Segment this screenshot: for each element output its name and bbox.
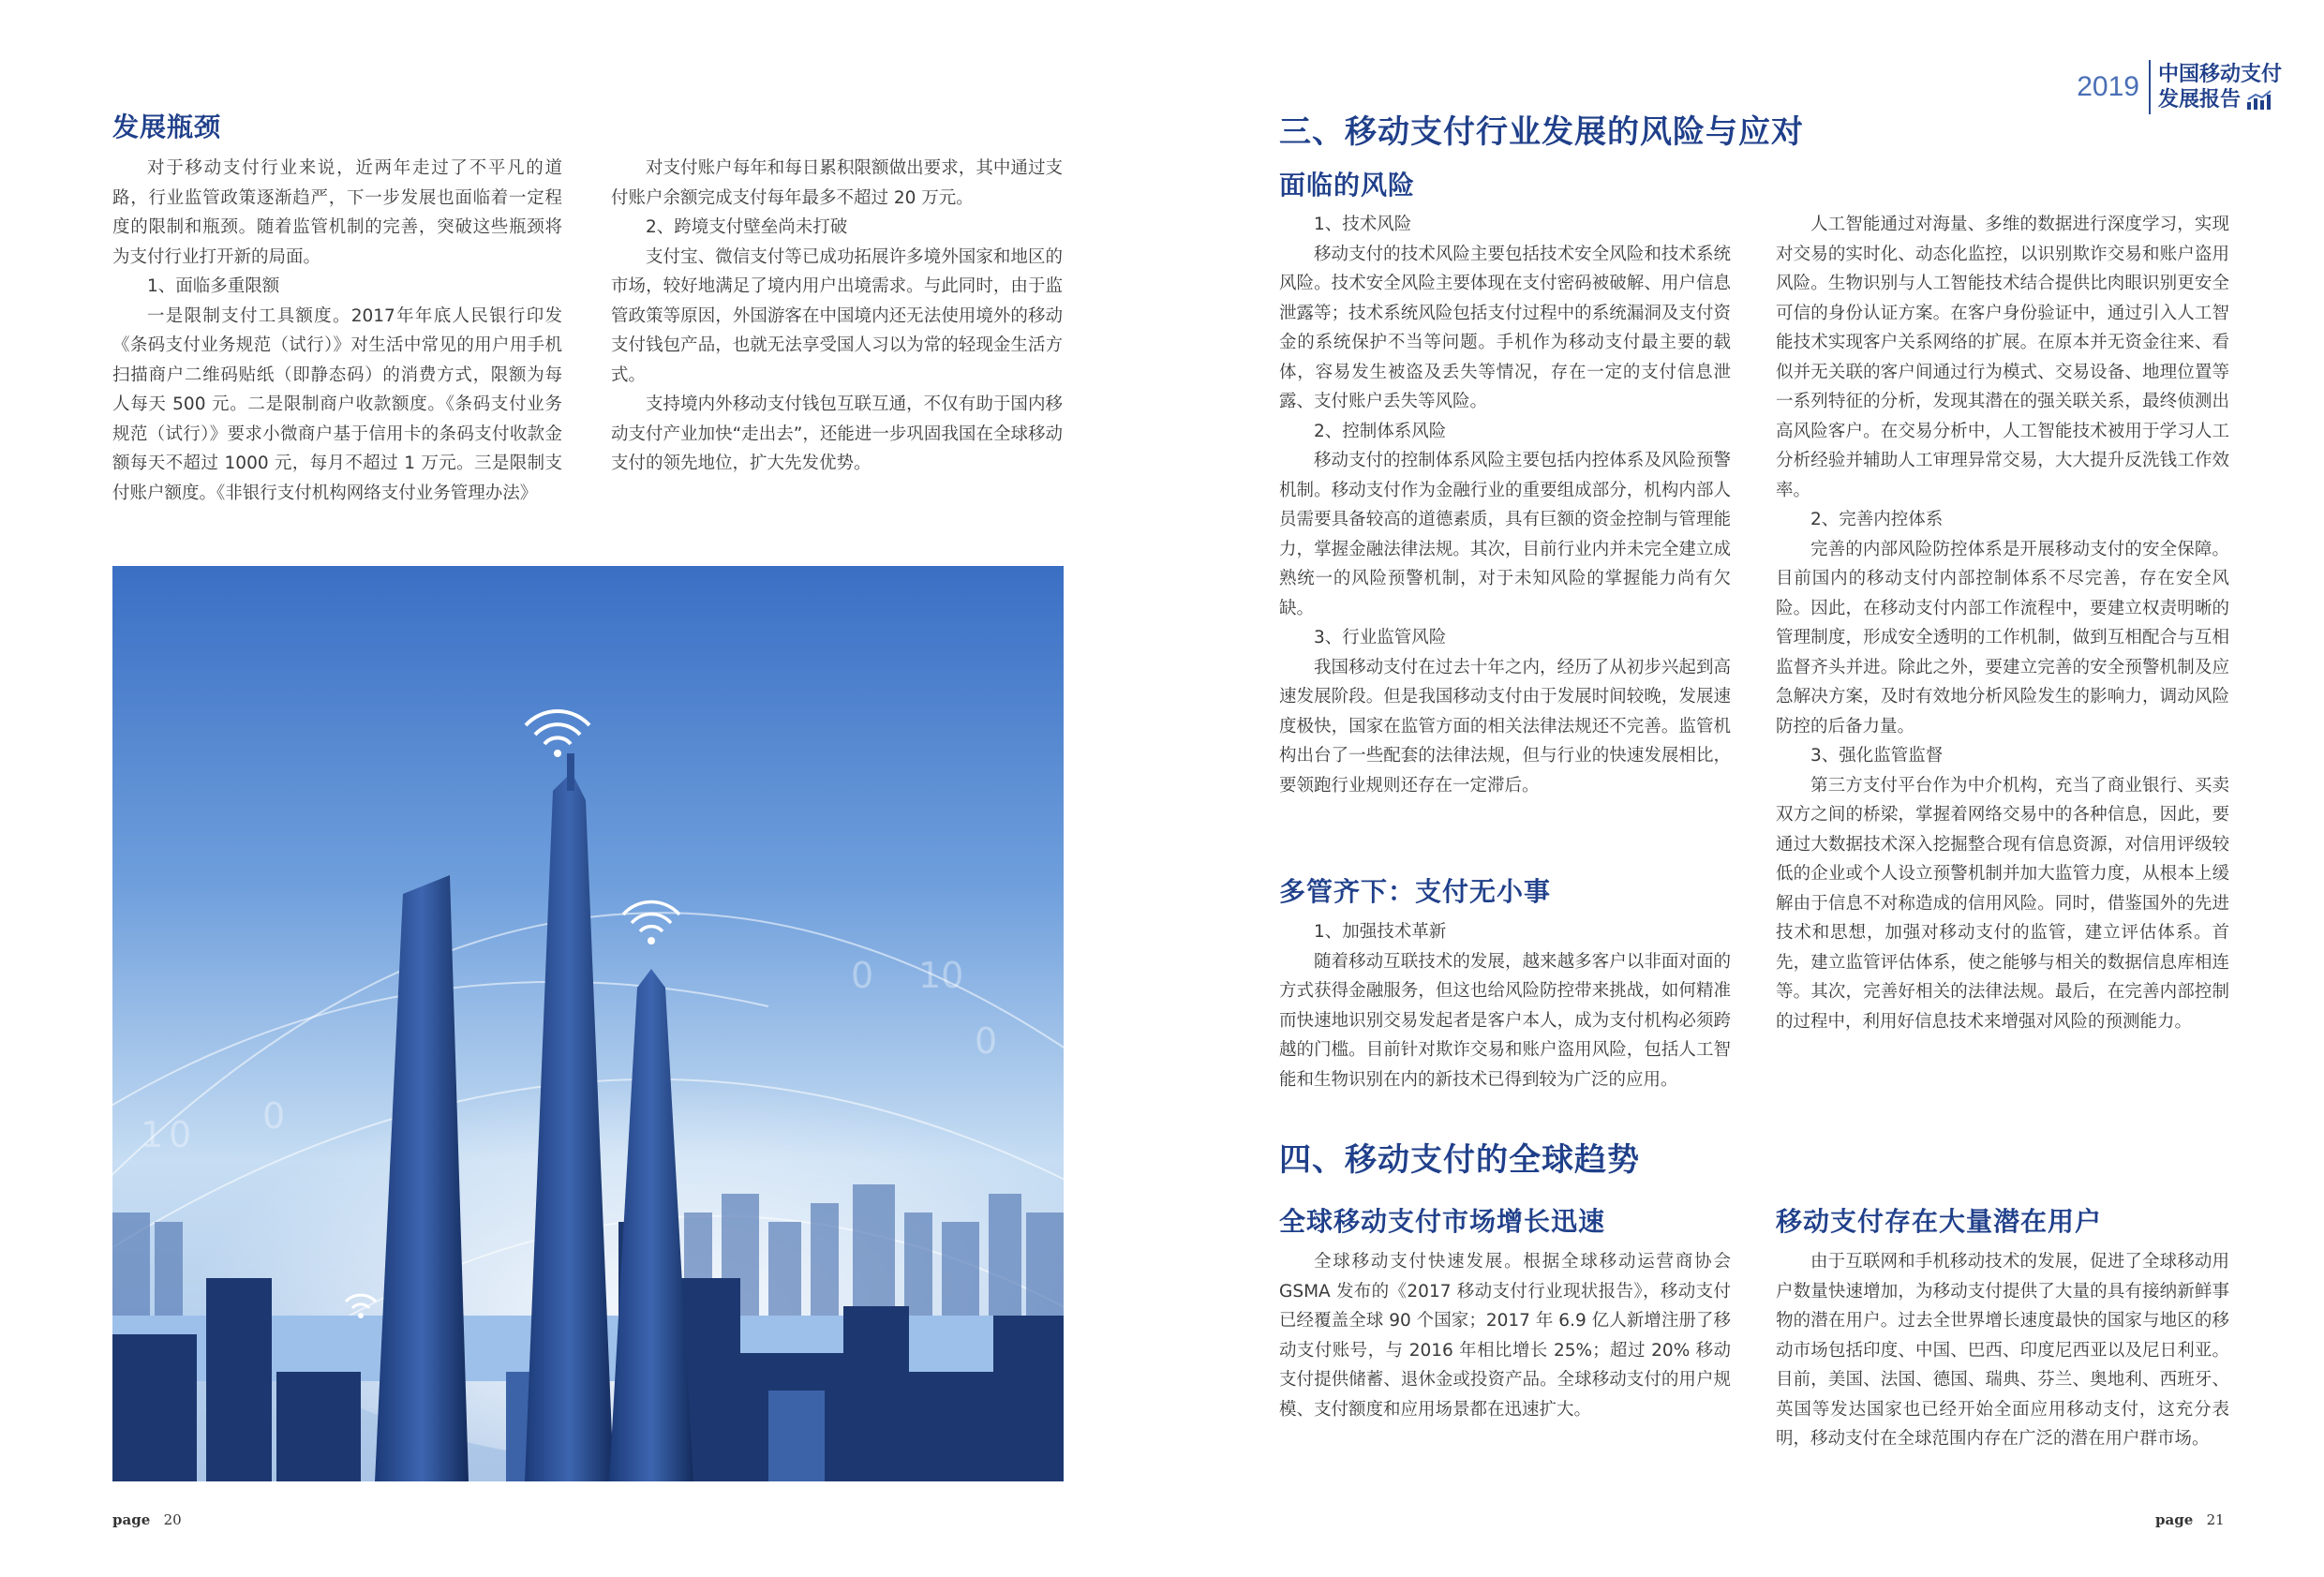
subheading: 2、控制体系风险 bbox=[1314, 421, 1447, 441]
paragraph: 一是限制支付工具额度。2017年年底人民银行印发《条码支付业务规范（试行）》对生活中常见的用户用手机扫描商户二维码贴纸（即静态码）的消费方式，限额为每人每天 500 元。二是限制商户收款额度。《条码支付业务规范（试行）》要求小微商户基于信用卡的条码支付收款金额每天不超过 1000 元，每月不超过 1 万元。三是限制支付账户额度。《非银行支付机构网络支付业务管理办法》 bbox=[112, 305, 562, 503]
users-text: 由于互联网和手机移动技术的发展，促进了全球移动用户数量快速增加，为移动支付提供了大量的具有接纳新鲜事物的潜在用户。过去全世界增长速度最快的国家与地区的移动市场包括印度、中国、巴西、印度尼西亚以及尼日利亚。目前，美国、法国、德国、瑞典、芬兰、奥地利、西班牙、英国等发达国家也已经开始全面应用移动支付，这充分表明，移动支付在全球范围内存在广泛的潜在用户群市场。 bbox=[1776, 1252, 2229, 1449]
page-label: page bbox=[112, 1511, 151, 1528]
city-skyline-image bbox=[112, 566, 1064, 1481]
digit-glyph: 1 bbox=[141, 1114, 164, 1155]
subheading: 2、完善内控体系 bbox=[1810, 510, 1944, 529]
paragraph: 人工智能通过对海量、多维的数据进行深度学习，实现对交易的实时化、动态化监控，以识别欺诈交易和账户盗用风险。生物识别与人工智能技术结合提供比肉眼识别更安全可信的身份认证方案。在客户身份验证中，通过引入人工智能技术实现客户关系网络的扩展。在原本并无资金往来、看似并无关联的客户间通过行为模式、交易设备、地理位置等一系列特征的分析，发现其潜在的强关联关系，最终侦测出高风险客户。在交易分析中，人工智能技术被用于学习人工分析经验并辅助人工审理异常交易，大大提升反洗钱工作效率。 bbox=[1776, 215, 2229, 500]
skyline-illustration bbox=[112, 566, 1064, 1481]
subheading: 1、加强技术革新 bbox=[1314, 922, 1447, 942]
page-number: 21 bbox=[2206, 1511, 2225, 1528]
digit-glyph: 10 bbox=[918, 955, 964, 996]
heading-potential-users: 移动支付存在大量潜在用户 bbox=[1776, 1206, 2103, 1237]
digit-glyph: 0 bbox=[975, 1020, 998, 1062]
paragraph: 完善的内部风险防控体系是开展移动支付的安全保障。目前国内的移动支付内部控制体系不尽完善，存在安全风险。因此，在移动支付内部工作流程中，要建立权责明晰的管理制度，形成安全透明的工作机制，做到互相配合与互相监督齐头并进。除此之外，要建立完善的安全预警机制及应急解决方案，及时有效地分析风险发生的影响力，调动风险防控的后备力量。 bbox=[1776, 539, 2229, 736]
page-footer-left bbox=[112, 1511, 182, 1528]
page-number: 20 bbox=[163, 1511, 182, 1528]
report-year: 2019 bbox=[2077, 71, 2139, 102]
paragraph: 随着移动互联技术的发展，越来越多客户以非面对面的方式获得金融服务，但这也给风险防控带来挑战，如何精准而快速地识别交易发起者是客户本人，成为支付机构必须跨越的门槛。目前针对欺诈交易和账户盗用风险，包括人工智能和生物识别在内的新技术已得到较为广泛的应用。 bbox=[1279, 951, 1731, 1090]
bar-chart-icon bbox=[2246, 90, 2272, 111]
paragraph: 支付宝、微信支付等已成功拓展许多境外国家和地区的市场，较好地满足了境内用户出境需求。与此同时，由于监管政策等原因，外国游客在中国境内还无法使用境外的移动支付钱包产品，也就无法享受国人习以为常的轻现金生活方式。 bbox=[611, 246, 1063, 385]
paragraph: 我国移动支付在过去十年之内，经历了从初步兴起到高速发展阶段。但是我国移动支付由于发展时间较晚，发展速度极快，国家在监管方面的相关法律法规还不完善。监管机构出台了一些配套的法律法规，但与行业的快速发展相比，要领跑行业规则还存在一定滞后。 bbox=[1279, 657, 1731, 796]
paragraph: 移动支付的控制体系风险主要包括内控体系及风险预警机制。移动支付作为金融行业的重要组成部分，机构内部人员需要具备较高的道德素质，具有巨额的资金控制与管理能力，掌握金融法律法规。其次，目前行业内并未完全建立成熟统一的风险预警机制，对于未知风险的掌握能力尚有欠缺。 bbox=[1279, 451, 1731, 618]
heading-bottleneck: 发展瓶颈 bbox=[112, 112, 222, 142]
left-column-2 bbox=[611, 154, 1063, 479]
subheading: 2、跨境支付壁垒尚未打破 bbox=[646, 217, 848, 237]
page-label: page bbox=[2155, 1511, 2194, 1528]
heading-market-growth: 全球移动支付市场增长迅速 bbox=[1279, 1206, 1606, 1237]
subheading: 3、行业监管风险 bbox=[1314, 628, 1447, 647]
report-logo bbox=[2077, 58, 2282, 116]
paragraph: 支持境内外移动支付钱包互联互通，不仅有助于国内移动支付产业加快“走出去”，还能进一步巩固我国在全球移动支付的领先地位，扩大先发优势。 bbox=[611, 394, 1063, 473]
heading-multi-measures: 多管齐下：支付无小事 bbox=[1279, 876, 1552, 907]
report-title-line2: 发展报告 bbox=[2157, 88, 2241, 112]
left-column-1 bbox=[112, 154, 562, 508]
report-title-line1: 中国移动支付 bbox=[2157, 63, 2282, 86]
heading-risks: 面临的风险 bbox=[1279, 170, 1416, 201]
paragraph: 对支付账户每年和每日累积限额做出要求，其中通过支付账户余额完成支付每年最多不超过 20 万元。 bbox=[611, 158, 1063, 208]
right-column-1 bbox=[1279, 210, 1731, 800]
page-footer-right bbox=[2155, 1511, 2225, 1528]
right-multi-column bbox=[1279, 917, 1731, 1094]
subheading: 3、强化监管监督 bbox=[1810, 746, 1944, 766]
digit-glyph: 0 bbox=[851, 955, 874, 996]
market-paragraph bbox=[1279, 1247, 1731, 1424]
users-paragraph bbox=[1776, 1247, 2229, 1454]
heading-section-3: 三、移动支付行业发展的风险与应对 bbox=[1279, 113, 1804, 151]
paragraph: 第三方支付平台作为中介机构，充当了商业银行、买卖双方之间的桥梁，掌握着网络交易中的各种信息，因此，要通过大数据技术深入挖掘整合现有信息资源，对信用评级较低的企业或个人设立预警机制并加大监管力度，从根本上缓解由于信息不对称造成的信用风险。同时，借鉴国外的先进技术和思想，加强对移动支付的监管，建立评估体系。首先，建立监管评估体系，使之能够与相关的数据信息库相连等。其次，完善好相关的法律法规。最后，在完善内部控制的过程中，利用好信息技术来增强对风险的预测能力。 bbox=[1776, 775, 2229, 1032]
paragraph: 对于移动支付行业来说，近两年走过了不平凡的道路，行业监管政策逐渐趋严，下一步发展也面临着一定程度的限制和瓶颈。随着监管机制的完善，突破这些瓶颈将为支付行业打开新的局面。 bbox=[112, 158, 562, 267]
digit-glyph: 0 bbox=[262, 1095, 286, 1137]
paragraph: 移动支付的技术风险主要包括技术安全风险和技术系统风险。技术安全风险主要体现在支付密码被破解、用户信息泄露等；技术系统风险包括支付过程中的系统漏洞及支付资金的系统保护不当等问题。手机作为移动支付最主要的载体，容易发生被盗及丢失等情况，存在一定的支付信息泄露、支付账户丢失等风险。 bbox=[1279, 244, 1731, 411]
subheading: 1、技术风险 bbox=[1314, 215, 1412, 234]
heading-section-4: 四、移动支付的全球趋势 bbox=[1279, 1141, 1640, 1179]
right-column-2 bbox=[1776, 210, 2229, 1036]
digit-glyph: 0 bbox=[169, 1114, 192, 1155]
market-text: 全球移动支付快速发展。根据全球移动运营商协会 GSMA 发布的《2017 移动支付行业现状报告》，移动支付已经覆盖全球 90 个国家；2017 年 6.9 亿人新增注册了移动支付账号，与 2016 年相比增长 25%；超过 20% 移动支付提供储蓄、退休金或投资产品。全球移动支付的用户规模、支付额度和应用场景都在迅速扩大。 bbox=[1279, 1252, 1731, 1420]
subheading: 1、面临多重限额 bbox=[147, 276, 280, 296]
logo-divider bbox=[2149, 60, 2151, 114]
